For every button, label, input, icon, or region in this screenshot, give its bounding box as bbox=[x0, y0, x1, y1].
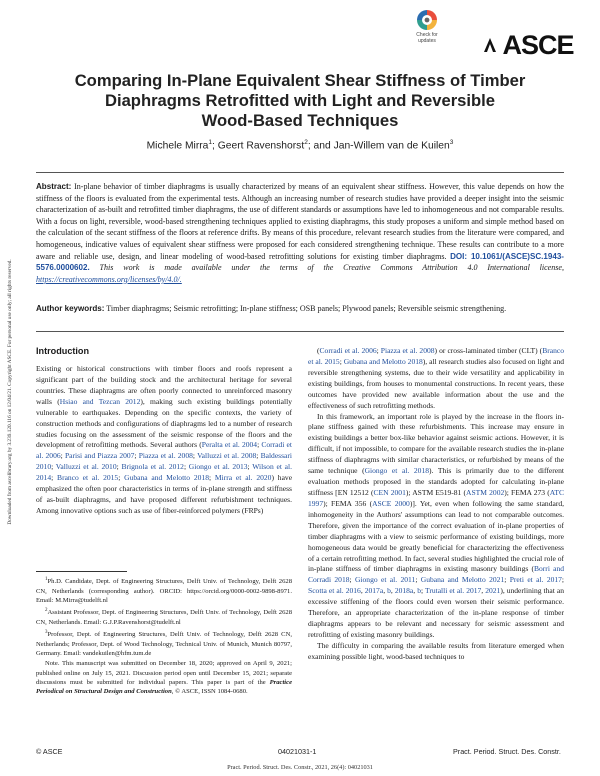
citation-link[interactable]: ATC 1997 bbox=[308, 487, 565, 508]
citation-link[interactable]: ASTM 2002 bbox=[466, 487, 505, 497]
citation-link[interactable]: 2021 bbox=[485, 586, 501, 596]
body-paragraph bbox=[36, 364, 292, 517]
author-sup: 1 bbox=[208, 139, 213, 146]
footnote-text: Professor, Dept. of Engineering Structures, Delft Univ. of Technology, Delft 2628 CN, Netherlands; Professor, Dept. of Wood Technology, Technical Univ. of Munich, Munich 80797, Germany. Email: vandekuilen@hfm.tum.de bbox=[36, 631, 292, 657]
author-keywords bbox=[36, 303, 564, 315]
body-text: ), making such existing buildings potentially vulnerable to earthquakes. Depending on the specific contexts, the variety of construction methods and configurations of diaphragms led to a number of research studies focusing on the assessment of the seismic response of the floors and the development of retrofitting methods. Several authors ( bbox=[36, 396, 292, 450]
asce-logo-mark-icon bbox=[483, 37, 497, 53]
author-name: Geert Ravenshorst bbox=[217, 140, 305, 152]
footnote-text: Ph.D. Candidate, Dept. of Engineering Structures, Delft Univ. of Technology, Delft 2628 CN, Netherlands (corresponding author). ORCID: https://orcid.org/0000-0002-9898-8971. Email: M.Mirra@tudelft.nl bbox=[36, 578, 292, 604]
author-sup: 3 bbox=[449, 139, 454, 146]
divider-bottom bbox=[36, 331, 564, 332]
body-text: ; bbox=[415, 575, 421, 585]
footnote bbox=[36, 575, 292, 605]
citation-link[interactable]: Valluzzi et al. 2008 bbox=[197, 451, 257, 461]
citation-link[interactable]: b bbox=[387, 586, 391, 596]
footer-copyright: © ASCE bbox=[36, 747, 63, 756]
body-paragraph bbox=[308, 641, 564, 663]
footnote-text: Assistant Professor, Dept. of Engineering Structures, Delft Univ. of Technology, Delft 2628 CN, Netherlands. Email: G.J.P.Ravenshorst@tudelft.nl bbox=[36, 609, 292, 626]
check-updates-icon bbox=[415, 8, 439, 32]
doi-link[interactable]: DOI: 10.1061/(ASCE)SC.1943-5576.0000602. bbox=[36, 251, 564, 273]
footnote-rule bbox=[36, 571, 127, 572]
citation-link[interactable]: 2017a bbox=[364, 586, 384, 596]
footer-page-id: 04021031-1 bbox=[278, 747, 317, 756]
citation-link[interactable]: Gubana and Melotto 2018 bbox=[343, 356, 423, 366]
body-text: ; bbox=[504, 575, 510, 585]
body-text: The difficulty in comparing the available results from literature emerged when examining possible light, wood-based techniques to bbox=[308, 640, 564, 661]
title-line: Diaphragms Retrofitted with Light and Reversible bbox=[104, 91, 495, 110]
left-column bbox=[36, 345, 292, 517]
body-text: ), underlining that an excessive stiffening of the floors could even worsen their seismic performance. Therefore, an appropriate characterization of the in-plane response of timber diaphragms appears to be relevant and necessary for seismic assessment and retrofitting of existing masonry buildings. bbox=[308, 586, 565, 639]
article-title bbox=[36, 71, 564, 131]
check-for-updates-badge[interactable] bbox=[409, 8, 445, 44]
body-text: ); FEMA 273 ( bbox=[504, 487, 550, 497]
body-text: ). This is primarily due to the different evaluation methods proposed in the standards adopted for calculating in-plane stiffness [EN 12512 ( bbox=[308, 466, 564, 497]
abstract bbox=[36, 181, 564, 285]
body-text: ; bbox=[257, 440, 262, 450]
citation-link[interactable]: b bbox=[417, 586, 421, 596]
keywords-label: Author keywords: bbox=[36, 304, 105, 313]
author-sep: ; bbox=[212, 140, 218, 152]
abstract-label: Abstract: bbox=[36, 182, 72, 191]
citation-link[interactable]: CEN 2001 bbox=[373, 487, 406, 497]
asce-logo bbox=[483, 30, 574, 61]
author-sup: 2 bbox=[304, 139, 308, 146]
body-text: ; bbox=[192, 451, 198, 461]
body-text: ) have emphasized the often poor characteristics in terms of in-plane strength and stiffness of as-built diaphragms, and have proposed different refurbishment techniques. Among innovative options such as use of fiber-reinforced polymers (FRPs) bbox=[36, 473, 293, 515]
body-text: In this framework, an important role is played by the increase in the floors in-plane stiffness gained with these refurbishments. This increase may ensure in existing buildings a better box-like behavior against seismic actions. However, it is difficult, if not impossible, to compare for the available research studies the in-plane stiffness of diaphragms with similar characteristics, or refurbished by means of the same technique ( bbox=[308, 411, 564, 476]
footnote bbox=[36, 606, 292, 627]
citation-link[interactable]: Corradi et al. 2006 bbox=[319, 346, 377, 355]
body-paragraph bbox=[308, 412, 564, 641]
author-sep: ; and bbox=[307, 140, 334, 152]
submission-note bbox=[36, 659, 292, 696]
body-text: , bbox=[390, 586, 395, 596]
badge-line-1: Check for bbox=[416, 32, 438, 38]
citation-link[interactable]: Piazza et al. 2008 bbox=[380, 346, 435, 355]
license-text: This work is made available under the terms of the Creative Commons Attribution 4.0 International license, bbox=[89, 263, 564, 273]
footnote bbox=[36, 628, 292, 658]
badge-line-2: updates bbox=[418, 38, 436, 44]
footnote-marker: 2 bbox=[45, 608, 48, 614]
body-text: ); ASTM E519-81 ( bbox=[405, 487, 467, 497]
body-text: ; bbox=[51, 462, 56, 472]
body-text: , bbox=[413, 586, 418, 596]
citation-link[interactable]: Mirra et al. 2020 bbox=[214, 473, 272, 483]
abstract-text: In-plane behavior of timber diaphragms is usually characterized by means of an equivalent shear stiffness. However, this value depends on how the stiffness of the floors is evaluated from the experimental tests. Although an increasing number of research studies have provided a deeper insight into the seismic characterization of as-built and retrofitted timber diaphragms, the use of different standards or assumptions have led to inhomogeneous and not comparable results. With a focus on light, reversible, wood-based strengthening techniques applied to existing diaphragms, this study proposes a uniform and simple method based on the calculation of the secant stiffness of the floors at reference drifts. By means of this procedure, relevant research studies from the literature were compared, and homogeneous, indicative values of equivalent shear stiffness were proposed for each considered strengthening technique. These results can contribute to a more aware and reliable use, design, and linear modeling of wood-based retrofitting solutions for existing timber diaphragms. bbox=[36, 182, 564, 261]
title-line: Wood-Based Techniques bbox=[201, 111, 399, 130]
body-text: ; bbox=[376, 346, 381, 355]
right-column bbox=[308, 346, 564, 663]
body-text: ( bbox=[317, 346, 320, 355]
citation-link[interactable]: Wilson et al. 2014 bbox=[36, 462, 292, 483]
download-notice bbox=[3, 182, 17, 602]
citation-link[interactable]: Preti et al. 2017 bbox=[509, 575, 562, 585]
body-text: ; bbox=[60, 451, 65, 461]
citation-link[interactable]: Giongo et al. 2011 bbox=[354, 575, 416, 585]
body-text: ; bbox=[116, 462, 122, 472]
license-url[interactable]: https://creativecommons.org/licenses/by/4.0/. bbox=[36, 274, 182, 284]
title-line: Comparing In-Plane Equivalent Shear Stiffness of Timber bbox=[74, 71, 526, 90]
citation-link[interactable]: Trutalli et al. 2017 bbox=[424, 586, 482, 596]
note-tail: , © ASCE, ISSN 1084-0680. bbox=[171, 688, 248, 696]
body-text: ; bbox=[349, 575, 355, 585]
citation-link[interactable]: Gubana and Melotto 2018 bbox=[124, 473, 209, 483]
body-text: ; bbox=[561, 575, 565, 585]
citation-link[interactable]: Borri and Corradi 2018 bbox=[308, 564, 564, 585]
citation-link[interactable]: Brignola et al. 2012 bbox=[121, 462, 184, 472]
citation-link[interactable]: Scotta et al. 2016 bbox=[308, 586, 361, 596]
asce-logo-text: ASCE bbox=[502, 30, 574, 60]
body-text: ; bbox=[247, 462, 253, 472]
body-text: ) or cross-laminated timber (CLT) ( bbox=[434, 346, 543, 355]
footnote-marker: 3 bbox=[45, 630, 48, 636]
divider-top bbox=[36, 172, 564, 173]
citation-link[interactable]: Branco et al. 2015 bbox=[308, 346, 564, 366]
body-text: ; bbox=[208, 473, 215, 483]
footnote-marker: 1 bbox=[45, 577, 48, 582]
body-text: , bbox=[481, 586, 486, 596]
body-text: ; bbox=[256, 451, 261, 461]
keywords-text: Timber diaphragms; Seismic retrofitting; In-plane stiffness; OSB panels; Plywood panels; Reversible seismic strengthening. bbox=[104, 304, 507, 313]
citation-link[interactable]: Valluzzi et al. 2010 bbox=[55, 462, 117, 472]
body-text: ; bbox=[420, 586, 425, 596]
body-text: ; bbox=[183, 462, 189, 472]
body-text: ; bbox=[118, 473, 125, 483]
note-text: Note. This manuscript was submitted on December 18, 2020; approved on April 9, 2021; published online on July 15, 2021. Discussion period open until December 15, 2021; separate discussions must be submitted for individual papers. This paper is part of the bbox=[36, 660, 292, 686]
citation-link[interactable]: Giongo et al. 2013 bbox=[188, 462, 248, 472]
citation-link[interactable]: Parisi and Piazza 2007 bbox=[64, 451, 135, 461]
author-list bbox=[36, 139, 564, 151]
body-text: ; bbox=[134, 451, 139, 461]
download-notice-text: Downloaded from ascelibrary.org by 3.239.120.116 on 12/04/21. Copyright ASCE. For personal use only; all rights reserved. bbox=[7, 259, 13, 525]
citation-link[interactable]: 2018a bbox=[394, 586, 414, 596]
citation-link[interactable]: Gubana and Melotto 2021 bbox=[420, 575, 505, 585]
footnotes bbox=[36, 575, 292, 698]
citation-link[interactable]: Peralta et al. 2004 bbox=[201, 440, 258, 450]
section-heading-introduction: Introduction bbox=[36, 346, 90, 356]
journal-name: Practice Periodical on Structural Design and Construction bbox=[36, 679, 292, 696]
body-text: ; bbox=[339, 356, 344, 366]
citation-link[interactable]: Corradi et al. 2006 bbox=[36, 440, 292, 461]
citation-link[interactable]: Piazza et al. 2008 bbox=[138, 451, 193, 461]
citation-link[interactable]: Hsiao and Tezcan 2012 bbox=[59, 396, 141, 406]
citation-link[interactable]: Baldessari 2010 bbox=[36, 451, 292, 472]
page-citation: Pract. Period. Struct. Des. Constr., 2021, 26(4): 04021031 bbox=[227, 764, 373, 771]
author-name: Michele Mirra bbox=[146, 140, 209, 152]
body-text: ); FEMA 356 ( bbox=[323, 498, 373, 508]
body-text: ), all research studies also focused on light and reversible strengthening systems, due to their wide versatility and applicability in existing buildings, from houses to monumental constructions. In recent years, these outcomes have provided new available information about the use and the effectiveness of such retrofitting methods. bbox=[308, 356, 564, 410]
body-text: , bbox=[360, 586, 365, 596]
citation-link[interactable]: ASCE 2000 bbox=[372, 498, 410, 508]
author-name: Jan-Willem van de Kuilen bbox=[333, 140, 450, 152]
body-paragraph bbox=[308, 346, 564, 412]
citation-link[interactable]: Giongo et al. 2018 bbox=[364, 466, 429, 476]
body-text: Existing or historical constructions with timber floors and roofs represent a significant part of the building stock and the architectural heritage for several countries. These diaphragms are often poorly connected to unreinforced masonry walls ( bbox=[36, 364, 292, 406]
body-text: , bbox=[383, 586, 388, 596]
body-text: ; bbox=[51, 473, 58, 483]
body-text: )]. Yet, even when following the same standard, inhomogeneity in the Authors' assumptions can lead to not comparable outcomes. Therefore, given the importance of the correct evaluation of in-plane properties of timber diaphragms with a view to seismic performance of existing buildings, more homogeneous data would be greatly beneficial for characterizing the effectiveness of a certain retrofitting method. In fact, several studies highlighted the crucial role of in-plane stiffness of timber diaphragms in existing masonry buildings ( bbox=[308, 498, 564, 574]
citation-link[interactable]: Branco et al. 2015 bbox=[57, 473, 119, 483]
footer-journal: Pract. Period. Struct. Des. Constr. bbox=[453, 747, 561, 756]
